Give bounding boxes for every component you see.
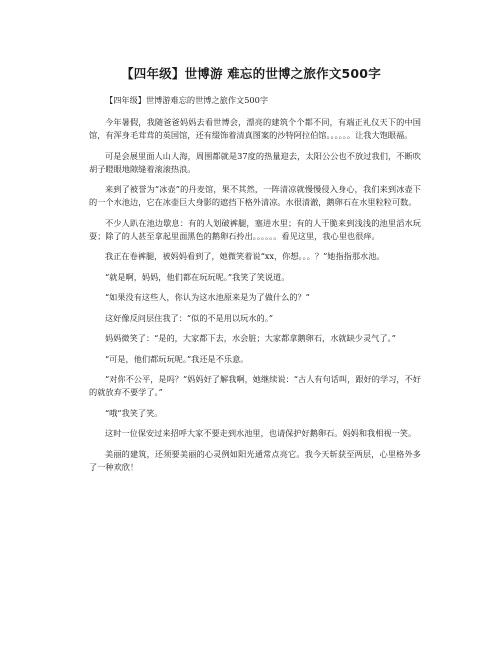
document-title: 【四年级】世博游 难忘的世博之旅作文500字 [121,66,381,81]
paragraph: 这好像反问层住我了：“似的不是用以玩水的。” [105,312,274,323]
paragraph: 美丽的建筑，还须要美丽的心灵例如阳光通常点亮它。我今天斩获至两层，心里格外多了一种欢欣！ [89,448,421,472]
document-body [89,94,421,481]
paragraph: 今年暑假，我随爸爸妈妈去看世博会，漂亮的建筑个个都不同，有端正礼仪天下的中国馆，有浑身毛茸茸的英国馆，还有缀饰着清真图案的沙特阿拉伯馆。。。。。。让我大饱眼福。 [89,117,421,140]
paragraph: 这时一位保安过来招呼大家不要走到水池里，也请保护好鹅卵石。妈妈和我相视一笑。 [105,428,417,438]
paragraph: “如果没有这些人，你认为这水池原来是为了做什么的？” [105,292,310,302]
paragraph: “哦”我笑了笑。 [105,407,163,418]
paragraph: 不少人趴在池边歇息：有的人划破裤腿，塞进水里；有的人干脆来到浅浅的池里滔水玩耍；除了的人甚至拿起里面黑色的鹅卵石拎出。。。。。。看见这里，我心里也很痒。 [89,217,421,241]
paragraph: 妈妈微笑了：“是的，大家都下去，水会脏；大家都拿鹅卵石，水就缺少灵气了。” [105,333,396,343]
paragraph: “可是，他们都玩玩呢。”我还是不乐意。 [105,353,249,364]
paragraph: 可是会展里面人山人海，周围都就是37度的热量迎去，太阳公公也不放过我们，不断吹胡子瞪眼地隙缝着滚滚热浪。 [89,150,421,174]
paragraph: 我正在卷裤腿，被妈妈看到了，她微笑着说“xx，你想。。。？”她指指那水池。 [105,251,385,261]
paragraph: “对你不公平，是吗？”妈妈好了解我啊，她继续说：“古人有句话叫，跟好的学习，不好的就放弃不要学了。” [89,374,421,397]
paragraph: “就是啊，妈妈，他们都在玩玩呢。”我笑了笑说道。 [105,271,290,282]
paragraph: 来到了被誉为“冰壶”的丹麦馆，果不其然，一阵清凉就慢慢侵入身心，我们来到冰壶下的一个水池边，它在冰壶巨大身影的遮挡下格外清凉。水很清澈，鹅卵石在水里粒粒可数。 [89,184,421,207]
document-subtitle: 【四年级】世博游难忘的世博之旅作文500字 [105,95,269,105]
